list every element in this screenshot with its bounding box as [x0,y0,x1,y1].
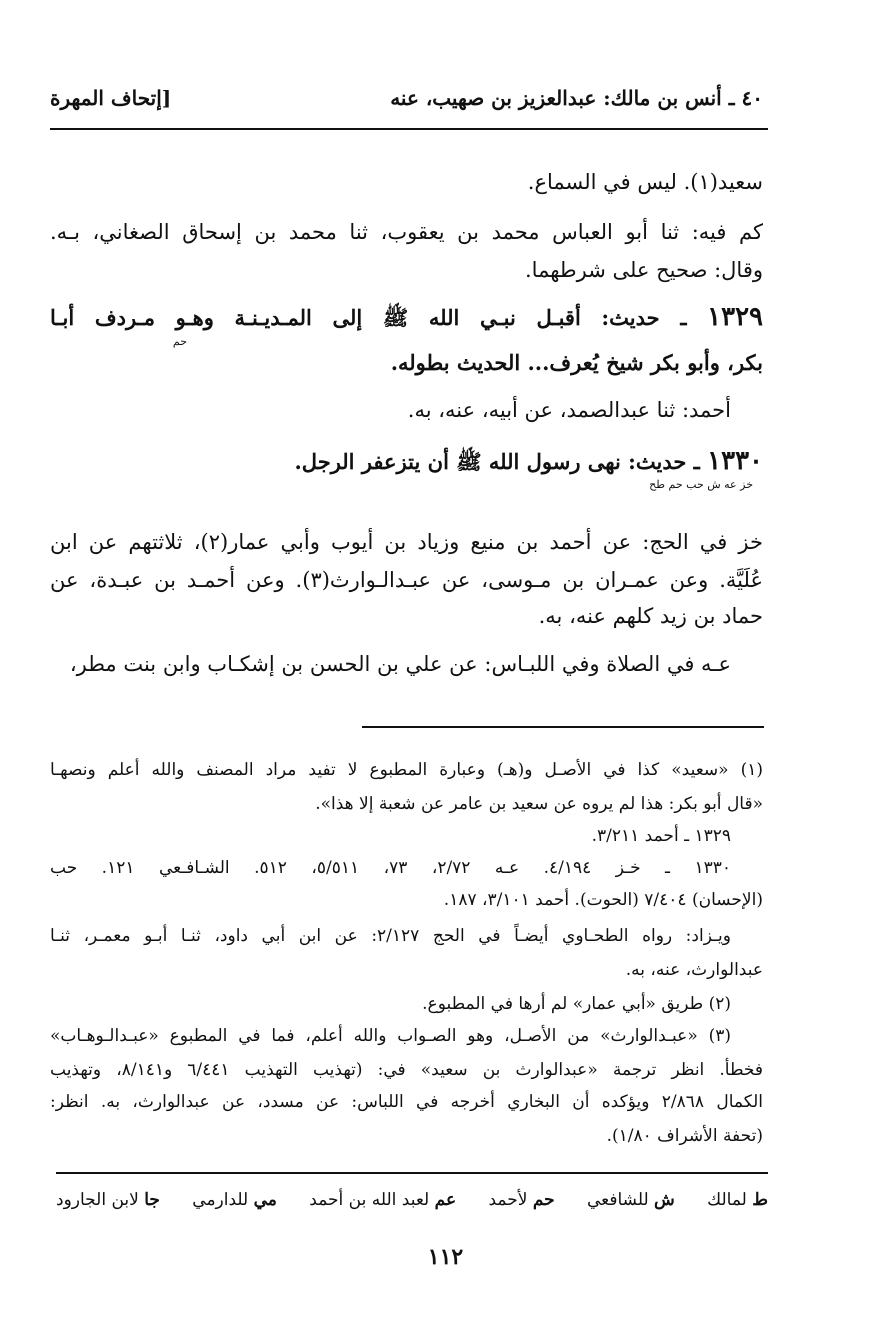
footnote-line: ١٣٣٠ ـ خـز ٤/١٩٤. عـه ٢/٧٢، ٧٣، ٥/٥١١، ٥١٢. الشـافـعي ١٢١. حب [50,858,732,878]
symbol-legend [56,1190,768,1210]
footnote-line: (تحفة الأشراف ١/٨٠). [606,1126,763,1146]
footnote-line: ١٣٢٩ ـ أحمد ٣/٢١١. [591,826,731,846]
footnote-line: عبدالوارث، عنه، به. [625,960,763,980]
running-header-book: [إتحاف المهرة [50,86,172,110]
text-line: عـه في الصلاة وفي اللبـاس: عن علي بن الحسن بن إشكـاب وابن بنت مطر، [69,652,731,676]
legend-item: عم لعبد الله بن أحمد [309,1190,457,1210]
footnote-line: ويـزاد: رواه الطحـاوي أيضـاً في الحج ٢/١٢٧: عن ابن أبي داود، ثنـا أبـو معمـر، ثنـا [50,926,731,946]
footnote-rule [362,726,764,728]
hadith-1330-heading [295,446,764,480]
footnote-line: (٣) «عبـدالوارث» من الأصـل، وهو الصـواب والله أعلم، فما في المطبوع «عبـدالـوهـاب» [50,1026,731,1046]
running-header-chapter: ٤٠ ـ أنس بن مالك: عبدالعزيز بن صهيب، عنه [390,86,763,110]
source-symbols: خز عه ش حب حم طح [649,478,753,491]
text-line: خز في الحج: عن أحمد بن منيع وزياد بن أيوب وأبي عمار(٢)، ثلاثتهم عن ابن [50,530,764,554]
isnad-line: أحمد: ثنا عبدالصمد، عن أبيه، عنه، به. [407,398,731,422]
hadith-number: ١٣٣٠ [707,446,763,476]
legend-item: جا لابن الجارود [56,1190,160,1210]
footnote-line: (١) «سعيد» كذا في الأصـل و(هـ) وعبارة المطبوع لا تفيد مراد المصنف والله أعلم ونصهـا [50,760,763,780]
footnote-line: «قال أبو بكر: هذا لم يروه عن سعيد بن عامر عن شعبة إلا هذا». [315,794,763,814]
source-symbol: حم [172,335,187,348]
legend-rule [56,1172,768,1174]
text-line: كم فيه: ثنا أبو العباس محمد بن يعقوب، ثنا محمد بن إسحاق الصغاني، بـه. [50,220,763,244]
page-number: ١١٢ [427,1244,464,1270]
header-rule [50,128,768,130]
hadith-heading-text: ـ حديث: أقبـل نبـي الله ﷺ إلى المـديـنـة وهـو مـردف أبـا [50,305,687,330]
legend-item: ط لمالك [707,1190,768,1210]
footnote-line: (٢) طريق «أبي عمار» لم أرها في المطبوع. [422,994,731,1014]
hadith-heading-text: ـ حديث: نهى رسول الله ﷺ أن يتزعفر الرجل. [294,449,700,474]
footnote-line: (الإحسان) ٧/٤٠٤ (الحوت). أحمد ٣/١٠١، ١٨٧. [443,890,763,910]
footnote-line: فخطأ. انظر ترجمة «عبدالوارث بن سعيد» في: (تهذيب التهذيب ٦/٤٤١ و٨/١٤١، وتهذيب [50,1060,763,1080]
text-line: سعيد(١). ليس في السماع. [527,170,763,194]
footnote-line: الكمال ٢/٨٦٨ ويؤكده أن البخاري أخرجه في اللباس: عن مسدد، عن عبدالوارث، به. انظر: [50,1092,763,1112]
legend-item: ش للشافعي [586,1190,675,1210]
legend-item: مي للدارمي [192,1190,277,1210]
hadith-1329-continuation: بكر، وأبو بكر شيخ يُعرف... الحديث بطوله. [390,350,763,375]
text-line: حماد بن زيد كلهم عنه، به. [538,604,763,628]
text-line: وقال: صحيح على شرطهما. [525,258,763,282]
hadith-1329-heading [50,302,763,336]
legend-item: حم لأحمد [488,1190,555,1210]
hadith-number: ١٣٢٩ [707,302,763,332]
text-line: عُلَيَّة. وعن عمـران بن مـوسى، عن عبـدالـوارث(٣). وعن أحمـد بن عبـدة، عن [50,568,764,592]
